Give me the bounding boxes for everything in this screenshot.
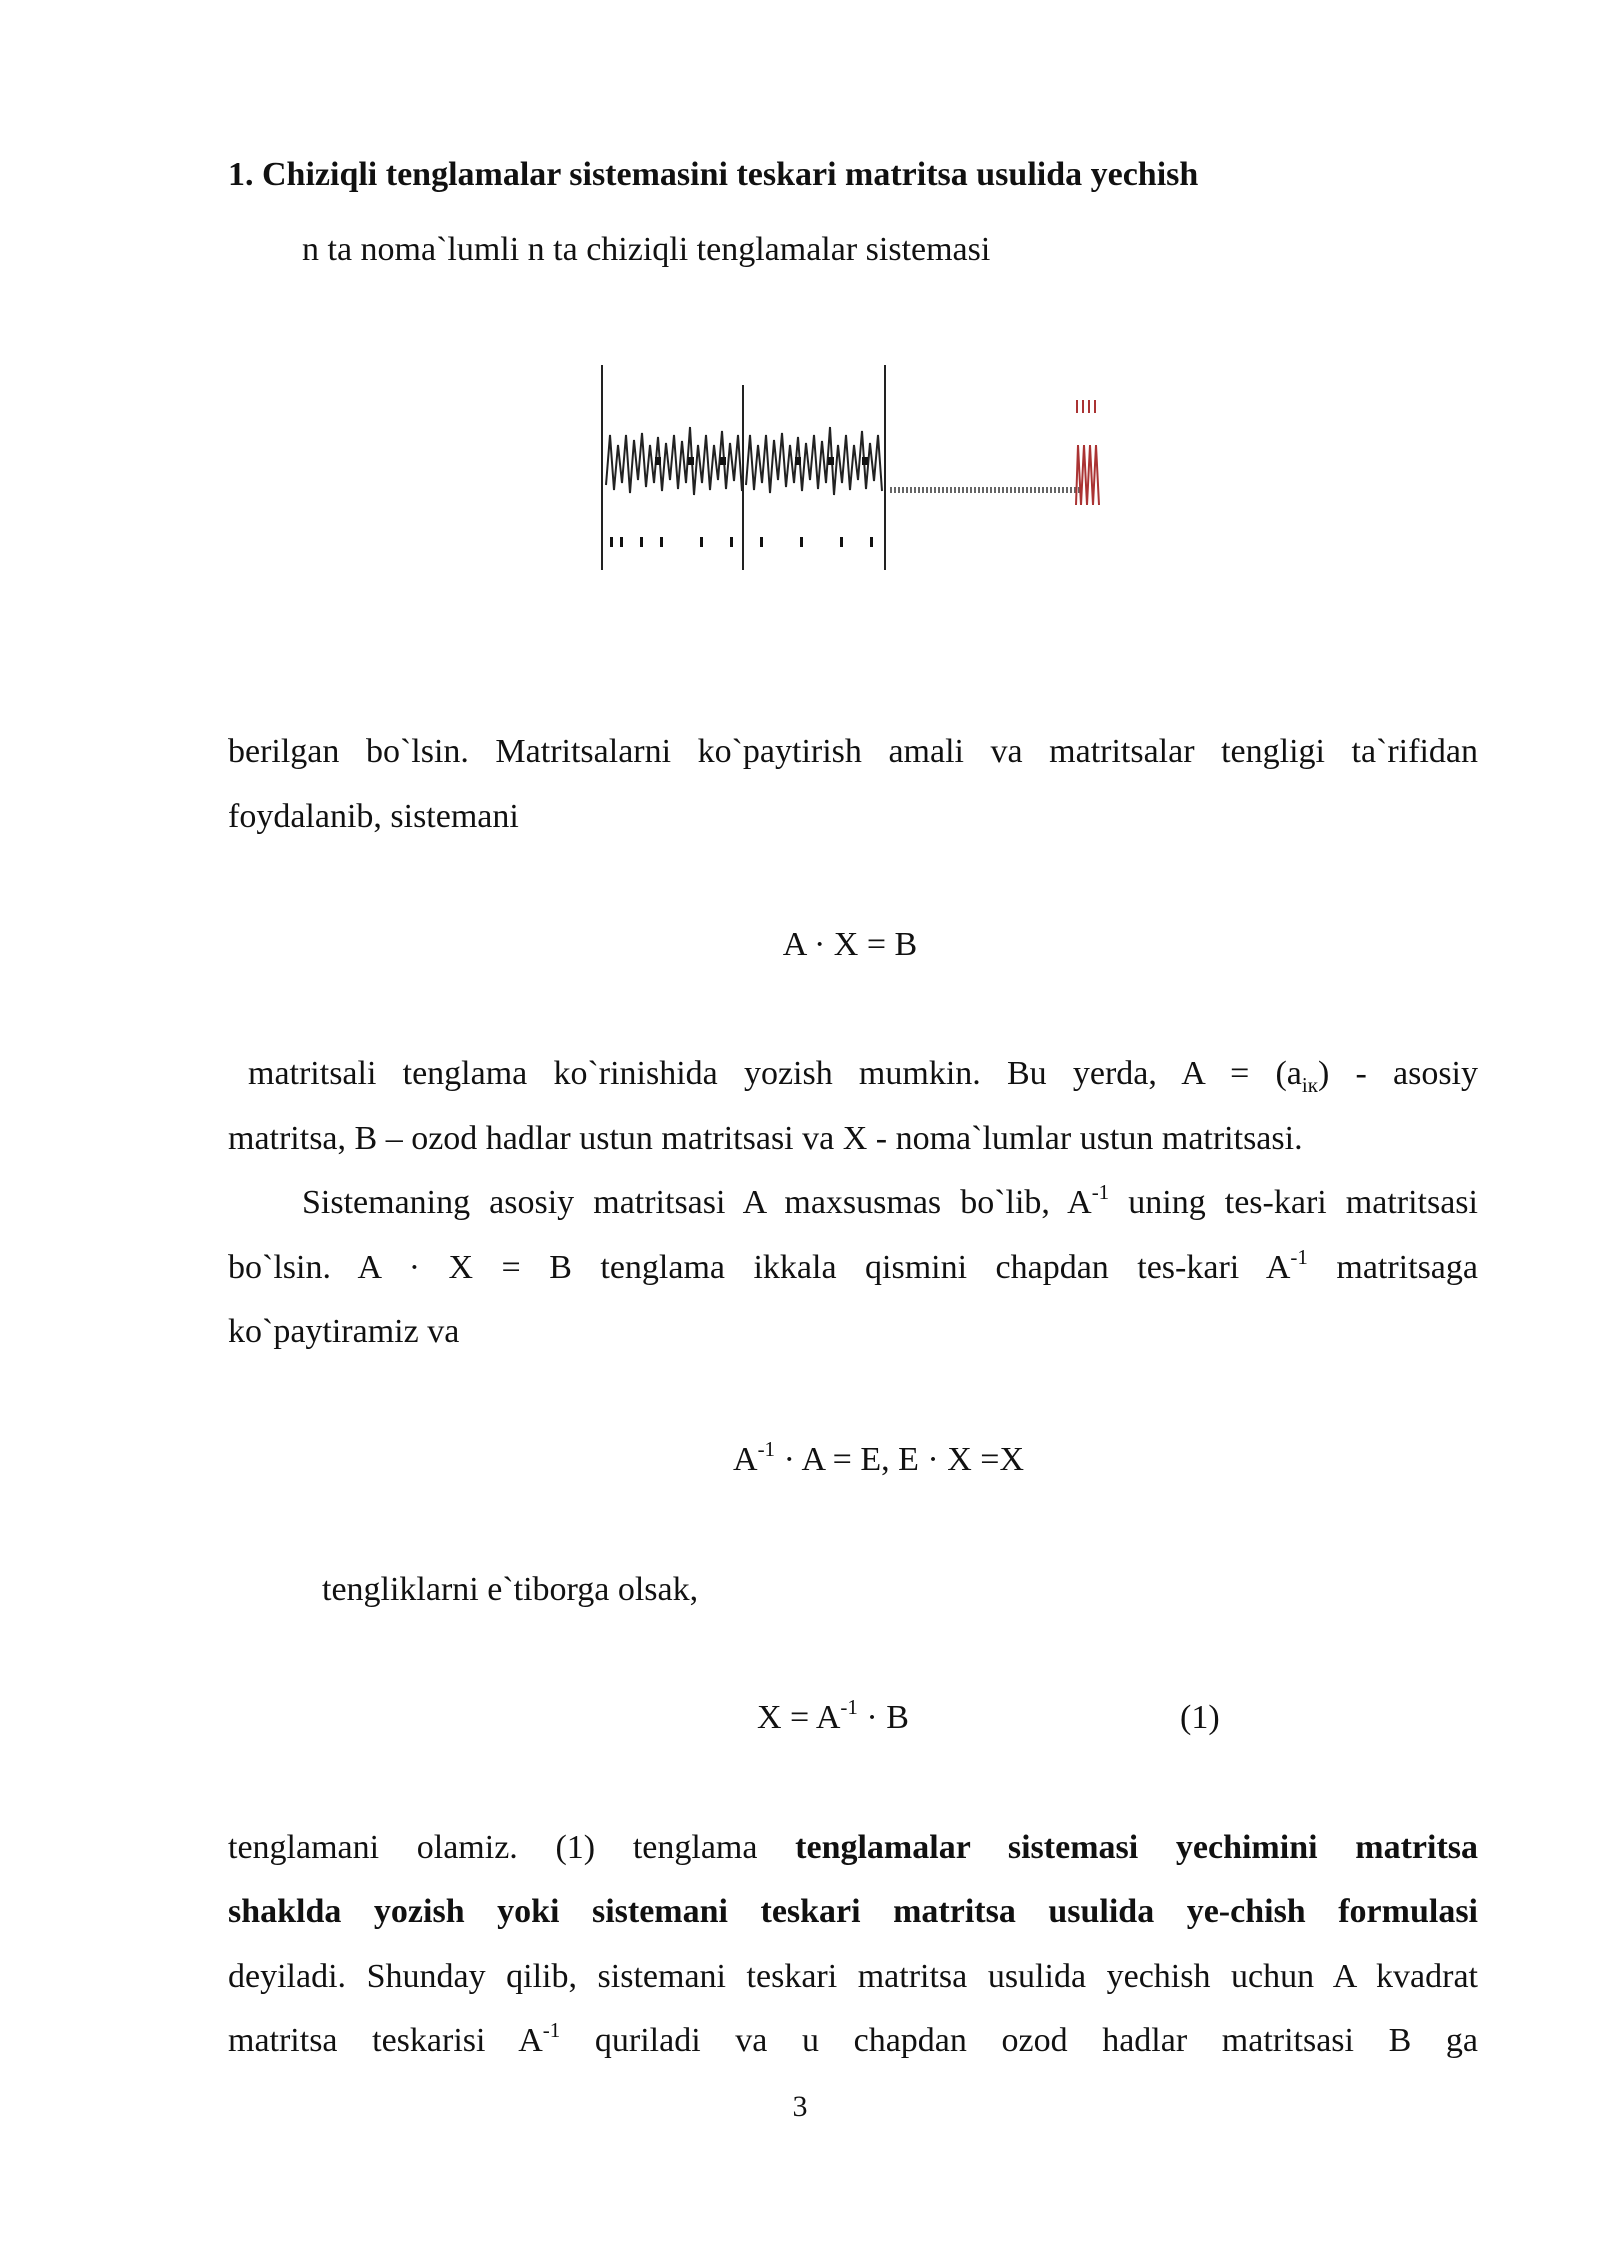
formula-number: (1) [1180, 1699, 1220, 1736]
page-number: 3 [792, 2090, 808, 2123]
formula-inverse-identity: $A^{-1} \cdot A = E$, E · X =X [733, 1436, 1025, 1478]
paragraph-1-line-2: foydalanib, sistemani [228, 798, 519, 835]
paragraph-3-line-1: Sistemaning asosiy matritsasi A maxsusmas bo`lib, $A^{-1}$ uning tes-kari matritsasi [302, 1179, 1478, 1221]
paragraph-2-line-1: matritsali tenglama ko`rinishida yozish mumkin. Bu yerda, $A = (a_{iк})$ - asosiy [248, 1055, 1478, 1097]
paragraph-5-line-3: deyiladi. Shunday qilib, sistemani teskari matritsa usulida yechish uchun A kvadrat [228, 1958, 1478, 1995]
paragraph-3-line-3: ko`paytiramiz va [228, 1313, 460, 1350]
paragraph-1-line-1: berilgan bo`lsin. Matritsalarni ko`paytirish amali va matritsalar tengligi ta`rifidan [228, 733, 1478, 770]
paragraph-5-line-4: matritsa teskarisi $A^{-1}$ quriladi va u chapdan ozod hadlar matritsasi B ga [228, 2017, 1479, 2059]
paragraph-4: tengliklarni e`tiborga olsak, [322, 1571, 699, 1608]
formula-x-solution: $X = A^{-1} \cdot B$ [757, 1694, 909, 1736]
paragraph-5-line-2: shaklda yozish yoki sistemani teskari matritsa usulida ye-chish formulasi [228, 1893, 1478, 1930]
paragraph-3-line-2: bo`lsin. A · X = B tenglama ikkala qismini chapdan tes-kari $A^{-1}$ matritsaga [228, 1244, 1478, 1286]
paragraph-2-line-2: matritsa, B – ozod hadlar ustun matritsasi va X - noma`lumlar ustun matritsasi. [228, 1120, 1303, 1157]
paragraph-5-line-1: tenglamani olamiz. (1) tenglama tenglamalar sistemasi yechimini matritsa [228, 1829, 1478, 1866]
intro-line: n ta noma`lumli n ta chiziqli tenglamalar sistemasi [302, 231, 991, 268]
section-heading: 1. Chiziqli tenglamalar sistemasini teskari matritsa usulida yechish [228, 156, 1199, 193]
equation-system-image [600, 365, 1110, 575]
formula-ax-b: A · X = B [782, 926, 918, 963]
